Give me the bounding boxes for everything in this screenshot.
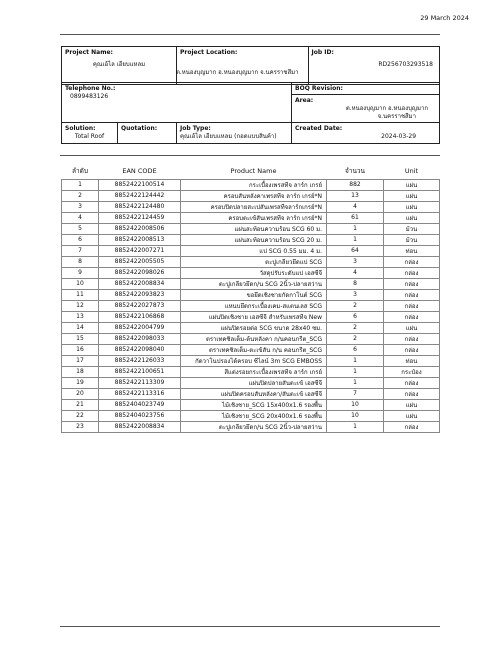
row-number: 2 [62, 190, 99, 201]
quantity: 4 [327, 201, 384, 212]
product-name: แผ่นปิดรอยต่อ SCG ขนาด 28x40 ซม. [181, 322, 327, 333]
solution-value: Total Roof [74, 132, 105, 140]
unit: แผ่น [384, 322, 440, 333]
product-name: แผ่นสะท้อนความร้อน SCG 20 ม. [181, 234, 327, 245]
project-name-value: คุณเอ้ไล เอียบแหลม [92, 60, 146, 68]
quotation-cell [118, 123, 177, 144]
job-type-cell [177, 123, 292, 144]
ean-code: 8852422093823 [99, 289, 181, 300]
product-name: ครอบสันหลังคาเพรสทีจ ลาร์ก เกรย์*N [181, 190, 327, 201]
table-row [62, 421, 440, 432]
product-name: ไม้เชิงชาย_SCG 20x400x1.6 รองพื้น [181, 410, 327, 421]
quantity: 1 [327, 234, 384, 245]
quotation-label: Quotation: [121, 124, 158, 132]
row-number: 16 [62, 344, 99, 355]
unit: แผ่น [384, 201, 440, 212]
job-id-cell [308, 47, 439, 84]
product-name: แผ่นปิดปลายสันตะเข้ เอสซีจี [181, 377, 327, 388]
middle-divider [60, 155, 440, 156]
table-row [62, 355, 440, 366]
column-header-qty: จำนวน [345, 167, 365, 176]
product-name: สีแต่งรอยกระเบื้องเพรสทีจ ลาร์ก เกรย์ [181, 366, 327, 377]
project-info-table [61, 46, 440, 85]
location-job-cell [177, 47, 440, 85]
ean-code: 8852422008834 [99, 278, 181, 289]
product-name: ครอบตะเข้สันเพรสทีจ ลาร์ก เกรย์*N [181, 212, 327, 223]
quantity: 1 [327, 421, 384, 432]
row-number: 23 [62, 421, 99, 432]
bottom-divider [60, 626, 440, 627]
unit: กล่อง [384, 289, 440, 300]
solution-label: Solution: [65, 124, 96, 132]
ean-code: 8852404023749 [99, 399, 181, 410]
row-number: 8 [62, 256, 99, 267]
ean-code: 8852422100514 [99, 179, 181, 190]
ean-code: 8852422027873 [99, 300, 181, 311]
unit: กล่อง [384, 344, 440, 355]
ean-code: 8852422124480 [99, 201, 181, 212]
ean-code: 8852422098033 [99, 333, 181, 344]
quantity: 1 [327, 355, 384, 366]
row-number: 17 [62, 355, 99, 366]
ean-code: 8852422113316 [99, 388, 181, 399]
items-table [61, 164, 440, 433]
row-number: 19 [62, 377, 99, 388]
table-row [62, 190, 440, 201]
unit: แผ่น [384, 212, 440, 223]
quantity: 2 [327, 333, 384, 344]
row-number: 12 [62, 300, 99, 311]
unit: แผ่น [384, 410, 440, 421]
product-name: กระเบื้องเพรสทีจ ลาร์ก เกรย์ [181, 179, 327, 190]
telephone-cell [62, 83, 292, 123]
row-number: 14 [62, 322, 99, 333]
quantity: 882 [327, 179, 384, 190]
quantity: 6 [327, 311, 384, 322]
table-row [62, 322, 440, 333]
job-type-value: คุณเอ้ไล เอียบแหลม (กอดแบบสินค้า) [180, 132, 277, 140]
row-number: 15 [62, 333, 99, 344]
unit: กล่อง [384, 377, 440, 388]
product-name: แป SCG 0.55 มม. 4 ม. [181, 245, 327, 256]
quantity: 1 [327, 223, 384, 234]
product-name: กัดวาโนปรองได้ครอบ ซีไลน์ 3m SCG EMBOSS [181, 355, 327, 366]
ean-code: 8852422124442 [99, 190, 181, 201]
created-date-label: Created Date: [295, 124, 343, 132]
ean-code: 8852422106868 [99, 311, 181, 322]
row-number: 20 [62, 388, 99, 399]
table-row [62, 388, 440, 399]
ean-code: 8852422008513 [99, 234, 181, 245]
ean-code: 8852422007271 [99, 245, 181, 256]
row-number: 3 [62, 201, 99, 212]
ean-code: 8852404023756 [99, 410, 181, 421]
table-row [62, 234, 440, 245]
unit: แผ่น [384, 399, 440, 410]
ean-code: 8852422113309 [99, 377, 181, 388]
quantity: 64 [327, 245, 384, 256]
unit: กล่อง [384, 421, 440, 432]
table-row [62, 333, 440, 344]
column-header-ean: EAN CODE [122, 167, 157, 176]
boq-revision-label: BOQ Revision: [295, 84, 343, 92]
ean-code: 8852422124459 [99, 212, 181, 223]
project-name-label: Project Name: [65, 48, 113, 56]
row-number: 18 [62, 366, 99, 377]
unit: กล่อง [384, 388, 440, 399]
quantity: 13 [327, 190, 384, 201]
unit: ท่อน [384, 245, 440, 256]
ean-code: 8852422008834 [99, 421, 181, 432]
table-row [62, 311, 440, 322]
boq-revision-cell [292, 83, 440, 95]
unit: แผ่น [384, 190, 440, 201]
row-number: 7 [62, 245, 99, 256]
row-number: 11 [62, 289, 99, 300]
quantity: 10 [327, 399, 384, 410]
ean-code: 8852422126033 [99, 355, 181, 366]
row-number: 21 [62, 399, 99, 410]
product-name: ครอบปิดปลายสะเปสันเพรสทีจลาร์กเกรย์*N [181, 201, 327, 212]
solution-cell [62, 123, 118, 144]
table-row [62, 399, 440, 410]
table-row [62, 267, 440, 278]
column-header-product: Product Name [230, 167, 277, 176]
column-header-unit: Unit [404, 167, 419, 176]
product-name: ขอยึดเชิงชายกัดกาโนต์ SCG [181, 289, 327, 300]
area-line-1: ต.หนองบุญมาก อ.หนองบุญมาก [345, 104, 429, 112]
ean-code: 8852422008506 [99, 223, 181, 234]
product-name: ตะปูเกลียวยึดก/น SCG 2นิ้ว-ปลายสว่าน [181, 421, 327, 432]
project-name-cell [62, 47, 177, 85]
ean-code: 8852422100651 [99, 366, 181, 377]
product-name: ตะปูเกลียวยึดแป SCG [181, 256, 327, 267]
quantity: 61 [327, 212, 384, 223]
unit: กล่อง [384, 267, 440, 278]
quantity: 1 [327, 366, 384, 377]
unit: ม้วน [384, 223, 440, 234]
quantity: 1 [327, 377, 384, 388]
unit: กล่อง [384, 333, 440, 344]
telephone-value: 0899483126 [70, 92, 109, 100]
table-row [62, 278, 440, 289]
unit: กล่อง [384, 311, 440, 322]
area-line-2: จ.นครราชสีมา [377, 112, 417, 120]
table-row [62, 223, 440, 234]
row-number: 10 [62, 278, 99, 289]
quantity: 8 [327, 278, 384, 289]
product-name: แผ่นสะท้อนความร้อน SCG 60 ม. [181, 223, 327, 234]
job-id-value: RD256703293518 [378, 60, 433, 68]
job-type-label: Job Type: [180, 124, 211, 132]
quantity: 10 [327, 410, 384, 421]
items-table-body [62, 179, 440, 432]
table-row [62, 377, 440, 388]
quantity: 3 [327, 289, 384, 300]
ean-code: 8852422004799 [99, 322, 181, 333]
created-date-cell [292, 123, 440, 144]
project-info-table-lower [61, 82, 440, 144]
unit: กล่อง [384, 256, 440, 267]
product-name: แหนบยึดกระเบื้องเคม-สแตนเลส SCG [181, 300, 327, 311]
row-number: 1 [62, 179, 99, 190]
project-location-label: Project Location: [180, 48, 238, 56]
product-name: วัสดุปรับระดับแป เอสซีจี [181, 267, 327, 278]
table-row [62, 179, 440, 190]
quantity: 7 [327, 388, 384, 399]
product-name: ตราเทคซิลเต็ม-ตะเข้สัน ก/น คอนกรีต_SCG [181, 344, 327, 355]
quantity: 3 [327, 256, 384, 267]
unit: กล่อง [384, 300, 440, 311]
row-number: 22 [62, 410, 99, 421]
unit: ท่อน [384, 355, 440, 366]
table-row [62, 410, 440, 421]
table-row [62, 289, 440, 300]
unit: แผ่น [384, 179, 440, 190]
created-date-value: 2024-03-29 [381, 132, 417, 140]
table-row [62, 201, 440, 212]
quantity: 6 [327, 344, 384, 355]
product-name: แผ่นปิดเชิงชาย เอสซีจี สำหรับเพรสทีจ New [181, 311, 327, 322]
quantity: 4 [327, 267, 384, 278]
unit: ม้วน [384, 234, 440, 245]
table-row [62, 366, 440, 377]
project-location-cell [177, 47, 308, 84]
row-number: 6 [62, 234, 99, 245]
product-name: ตะปูเกลียวยึดก/น SCG 2นิ้ว-ปลายสว่าน [181, 278, 327, 289]
report-date: 29 March 2024 [420, 14, 469, 22]
quantity: 2 [327, 300, 384, 311]
ean-code: 8852422005505 [99, 256, 181, 267]
table-row [62, 344, 440, 355]
ean-code: 8852422098040 [99, 344, 181, 355]
table-row [62, 256, 440, 267]
project-location-value: ต.หนองบุญมาก อ.หนองบุญมาก จ.นครราชสีมา [176, 69, 299, 76]
table-row [62, 300, 440, 311]
top-divider [60, 34, 440, 35]
telephone-label: Telephone No.: [65, 84, 116, 92]
job-id-label: Job ID: [311, 48, 334, 56]
row-number: 13 [62, 311, 99, 322]
table-row [62, 245, 440, 256]
row-number: 5 [62, 223, 99, 234]
ean-code: 8852422098026 [99, 267, 181, 278]
unit: กล่อง [384, 278, 440, 289]
row-number: 4 [62, 212, 99, 223]
product-name: ตราเทคซิลเต็ม-ต้นหลังคา ก/นคอนกรีต_SCG [181, 333, 327, 344]
area-cell [292, 95, 440, 123]
table-row [62, 212, 440, 223]
unit: กระป๋อง [384, 366, 440, 377]
product-name: ไม้เชิงชาย_SCG 15x400x1.6 รองพื้น [181, 399, 327, 410]
column-header-no: ลำดับ [72, 167, 88, 176]
area-label: Area: [295, 96, 314, 104]
product-name: แผ่นปิดครอบสันหลังคา/สันตะเข้ เอสซีจี [181, 388, 327, 399]
quantity: 2 [327, 322, 384, 333]
row-number: 9 [62, 267, 99, 278]
